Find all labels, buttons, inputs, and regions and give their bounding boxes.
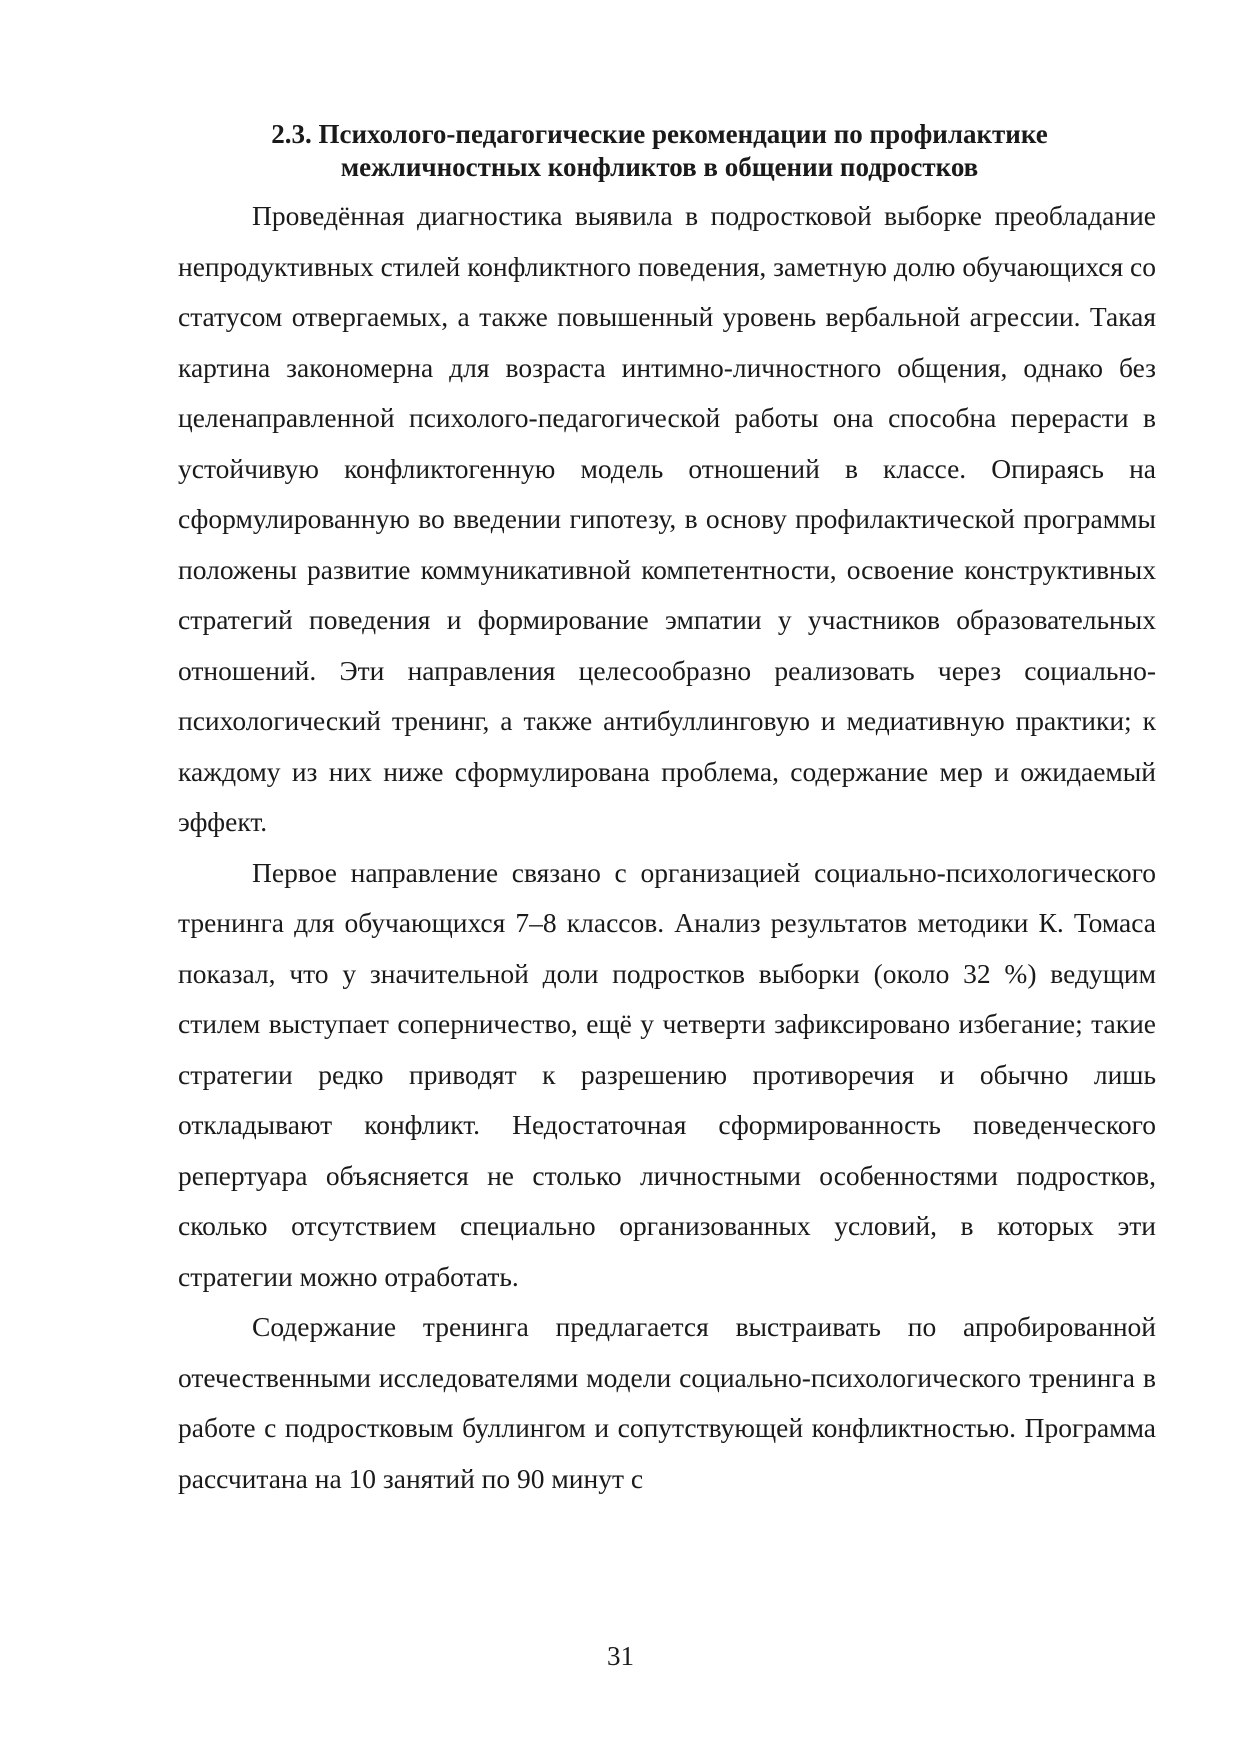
section-heading <box>178 118 1141 184</box>
section-heading-line-1: 2.3. Психолого-педагогические рекомендации по профилактике <box>271 119 1048 149</box>
paragraph-1: Проведённая диагностика выявила в подростковой выборке преобладание непродуктивных стилей конфликтного поведения, заметную долю обучающихся со статусом отвергаемых, а также повышенный уровень вербальной агрессии. Такая картина закономерна для возраста интимно-личностного общения, однако без целенаправленной психолого-педагогической работы она способна перерасти в устойчивую конфликтогенную модель отношений в классе. Опираясь на сформулированную во введении гипотезу, в основу профилактической программы положены развитие коммуникативной компетентности, освоение конструктивных стратегий поведения и формирование эмпатии у участников образовательных отношений. Эти направления целесообразно реализовать через социально-психологический тренинг, а также антибуллинговую и медиативную практики; к каждому из них ниже сформулирована проблема, содержание мер и ожидаемый эффект. <box>178 200 1156 837</box>
section-heading-line-2: межличностных конфликтов в общении подростков <box>340 152 979 182</box>
paragraph-3: Содержание тренинга предлагается выстраивать по апробированной отечественными исследователями модели социально-психологического тренинга в работе с подростковым буллингом и сопутствующей конфликтностью. Программа рассчитана на 10 занятий по 90 минут с <box>178 1311 1156 1494</box>
page-number: 31 <box>607 1641 634 1671</box>
body-text <box>178 191 1156 1504</box>
paragraph-2: Первое направление связано с организацией социально-психологического тренинга для обучающихся 7–8 классов. Анализ результатов методики К. Томаса показал, что у значительной доли подростков выборки (около 32 %) ведущим стилем выступает соперничество, ещё у четверти зафиксировано избегание; такие стратегии редко приводят к разрешению противоречия и обычно лишь откладывают конфликт. Недостаточная сформированность поведенческого репертуара объясняется не столько личностными особенностями подростков, сколько отсутствием специально организованных условий, в которых эти стратегии можно отработать. <box>178 856 1156 1292</box>
